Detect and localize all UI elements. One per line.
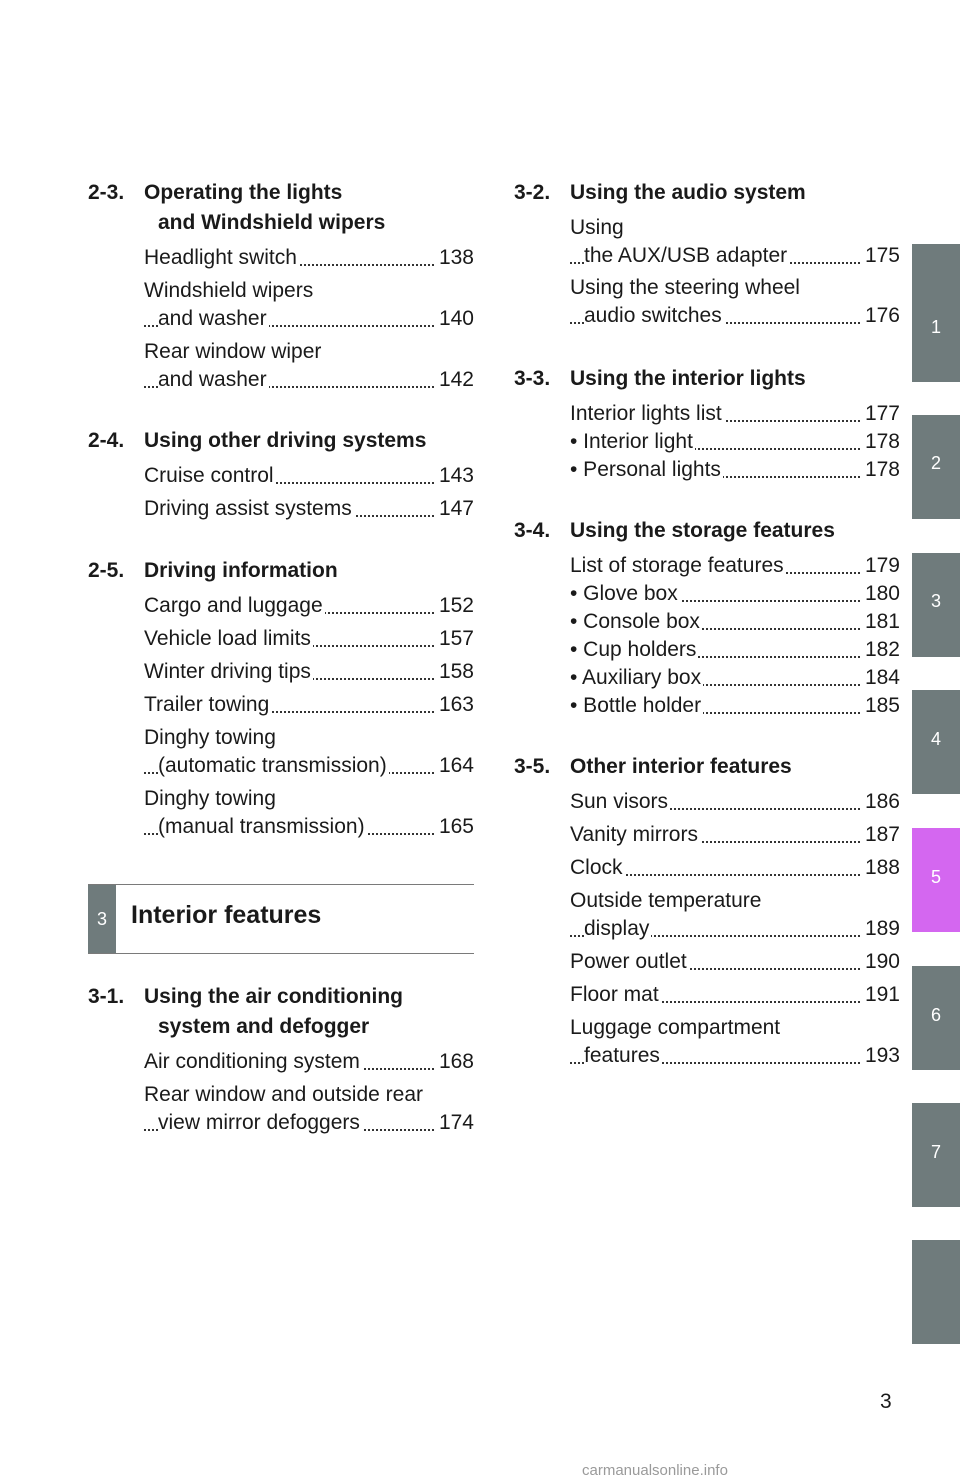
section-heading[interactable]	[514, 516, 900, 546]
toc-entry[interactable]	[570, 552, 900, 580]
entry-page: 193	[861, 1042, 900, 1070]
entry-label: Sun visors	[570, 790, 669, 813]
entry-label: Dinghy towing	[144, 726, 276, 749]
toc-entry[interactable]	[144, 724, 474, 780]
section-title: Using the audio system	[570, 181, 806, 204]
section-number: 3-2.	[514, 181, 551, 204]
toc-entry[interactable]	[144, 495, 474, 523]
chapter-header[interactable]	[88, 884, 474, 954]
entry-page: 184	[861, 664, 900, 692]
side-tab-7[interactable]: 7	[912, 1103, 960, 1207]
entry-page: 164	[435, 752, 474, 780]
toc-section-2-5	[88, 556, 474, 838]
toc-entry[interactable]	[144, 244, 474, 272]
entry-label: Vanity mirrors	[570, 823, 698, 846]
section-heading[interactable]	[514, 752, 900, 782]
toc-entry[interactable]	[144, 691, 474, 719]
toc-section-3-5	[514, 752, 900, 1067]
entry-label: Dinghy towing	[144, 787, 276, 810]
entry-label: Using	[570, 216, 624, 239]
entry-label: • Auxiliary box	[570, 666, 702, 689]
entry-label: Air conditioning system	[144, 1050, 360, 1073]
side-tab-1[interactable]: 1	[912, 244, 960, 382]
entry-page: 147	[435, 495, 474, 523]
section-title: Driving information	[144, 559, 338, 582]
section-heading[interactable]	[514, 364, 900, 394]
toc-entry[interactable]	[570, 1014, 900, 1070]
entry-label: Floor mat	[570, 983, 659, 1006]
side-tab-4[interactable]: 4	[912, 690, 960, 794]
entry-page: 158	[435, 658, 474, 686]
side-tab-3[interactable]: 3	[912, 553, 960, 657]
section-title-line2: and Windshield wipers	[158, 211, 386, 234]
entry-label: • Console box	[570, 610, 700, 633]
entry-label: Vehicle load limits	[144, 627, 311, 650]
entry-label: Clock	[570, 856, 623, 879]
toc-entry[interactable]	[570, 608, 900, 636]
toc-entry[interactable]	[570, 664, 900, 692]
toc-entry[interactable]	[570, 400, 900, 428]
section-number: 3-3.	[514, 367, 551, 390]
section-title: Using other driving systems	[144, 429, 427, 452]
entry-label: • Cup holders	[570, 638, 697, 661]
section-title: Using the storage features	[570, 519, 835, 542]
section-title: Using the air conditioning	[144, 985, 403, 1008]
entry-page: 157	[435, 625, 474, 653]
entry-label-cont: and washer	[158, 368, 267, 391]
entry-page: 168	[435, 1048, 474, 1076]
toc-entry[interactable]	[570, 428, 900, 456]
toc-entry[interactable]	[570, 887, 900, 943]
entry-label-cont: the AUX/USB adapter	[584, 244, 788, 267]
entry-label: Outside temperature	[570, 889, 762, 912]
toc-entry[interactable]	[570, 692, 900, 720]
entry-page: 178	[861, 428, 900, 456]
toc-section-3-4	[514, 516, 900, 717]
entry-page: 186	[861, 788, 900, 816]
toc-entry[interactable]	[570, 981, 900, 1009]
entry-label: List of storage features	[570, 554, 784, 577]
side-tab-2[interactable]: 2	[912, 415, 960, 519]
toc-entry[interactable]	[570, 274, 900, 330]
entry-label: Cruise control	[144, 464, 274, 487]
section-number: 2-4.	[88, 429, 125, 452]
entry-label-cont: display	[584, 917, 650, 940]
entry-page: 189	[861, 915, 900, 943]
toc-section-2-3	[88, 178, 474, 391]
entry-page: 187	[861, 821, 900, 849]
toc-entry[interactable]	[570, 821, 900, 849]
entry-page: 190	[861, 948, 900, 976]
toc-entry[interactable]	[144, 625, 474, 653]
toc-section-2-4	[88, 426, 474, 520]
section-number: 3-4.	[514, 519, 551, 542]
entry-label: Headlight switch	[144, 246, 297, 269]
side-tab-6[interactable]: 6	[912, 966, 960, 1070]
entry-page: 177	[861, 400, 900, 428]
entry-label: Cargo and luggage	[144, 594, 323, 617]
section-title: Operating the lights	[144, 181, 343, 204]
chapter-title: Interior features	[131, 901, 322, 929]
toc-entry[interactable]	[570, 580, 900, 608]
entry-label: • Bottle holder	[570, 694, 702, 717]
entry-label: Winter driving tips	[144, 660, 311, 683]
entry-label: • Glove box	[570, 582, 678, 605]
toc-entry[interactable]	[144, 1081, 474, 1137]
section-number: 2-3.	[88, 181, 125, 204]
toc-entry[interactable]	[144, 277, 474, 333]
entry-label-cont: view mirror defoggers	[158, 1111, 360, 1134]
toc-entry[interactable]	[570, 948, 900, 976]
entry-label: • Personal lights	[570, 458, 721, 481]
entry-label: Using the steering wheel	[570, 276, 800, 299]
toc-entry[interactable]	[144, 592, 474, 620]
toc-entry[interactable]	[144, 462, 474, 490]
entry-label: Driving assist systems	[144, 497, 352, 520]
entry-page: 163	[435, 691, 474, 719]
entry-label: Interior lights list	[570, 402, 722, 425]
entry-page: 180	[861, 580, 900, 608]
toc-entry[interactable]	[570, 214, 900, 270]
toc-section-3-2	[514, 178, 900, 327]
toc-section-3-1	[88, 982, 474, 1134]
section-heading[interactable]	[88, 556, 474, 586]
entry-page: 191	[861, 981, 900, 1009]
toc-entry[interactable]	[144, 1048, 474, 1076]
toc-entry[interactable]	[144, 658, 474, 686]
entry-label-cont: and washer	[158, 307, 267, 330]
entry-page: 142	[435, 366, 474, 394]
section-number: 3-1.	[88, 985, 125, 1008]
entry-label: • Interior light	[570, 430, 693, 453]
entry-page: 152	[435, 592, 474, 620]
section-heading[interactable]	[88, 426, 474, 456]
entry-label: Luggage compartment	[570, 1016, 781, 1039]
entry-page: 175	[861, 242, 900, 270]
entry-page: 138	[435, 244, 474, 272]
entry-page: 188	[861, 854, 900, 882]
entry-label: Power outlet	[570, 950, 687, 973]
entry-page: 174	[435, 1109, 474, 1137]
side-tab-index[interactable]	[912, 1240, 960, 1344]
section-heading[interactable]	[88, 178, 474, 208]
section-heading[interactable]	[88, 982, 474, 1012]
entry-page: 181	[861, 608, 900, 636]
side-tab-5-active[interactable]: 5	[912, 828, 960, 932]
section-title: Using the interior lights	[570, 367, 806, 390]
entry-label-cont: audio switches	[584, 304, 722, 327]
watermark: carmanualsonline.info	[582, 1462, 728, 1479]
entry-label: Rear window and outside rear	[144, 1083, 423, 1106]
entry-page: 178	[861, 456, 900, 484]
section-number: 3-5.	[514, 755, 551, 778]
entry-label-cont: (automatic transmission)	[158, 754, 387, 777]
entry-label: Windshield wipers	[144, 279, 314, 302]
section-heading[interactable]	[514, 178, 900, 208]
toc-entry[interactable]	[144, 338, 474, 394]
entry-label: Rear window wiper	[144, 340, 322, 363]
toc-section-3-3	[514, 364, 900, 481]
toc-entry[interactable]	[570, 636, 900, 664]
toc-entry[interactable]	[570, 456, 900, 484]
toc-entry[interactable]	[144, 785, 474, 841]
section-title: Other interior features	[570, 755, 792, 778]
entry-page: 182	[861, 636, 900, 664]
entry-label: Trailer towing	[144, 693, 270, 716]
entry-page: 165	[435, 813, 474, 841]
section-number: 2-5.	[88, 559, 125, 582]
entry-page: 179	[861, 552, 900, 580]
toc-entry[interactable]	[570, 854, 900, 882]
entry-page: 185	[861, 692, 900, 720]
entry-label-cont: (manual transmission)	[158, 815, 365, 838]
entry-page: 143	[435, 462, 474, 490]
entry-page: 176	[861, 302, 900, 330]
page-number: 3	[880, 1390, 892, 1413]
section-title-line2: system and defogger	[158, 1015, 370, 1038]
toc-entry[interactable]	[570, 788, 900, 816]
chapter-number-box: 3	[88, 885, 116, 953]
entry-page: 140	[435, 305, 474, 333]
entry-label-cont: features	[584, 1044, 660, 1067]
